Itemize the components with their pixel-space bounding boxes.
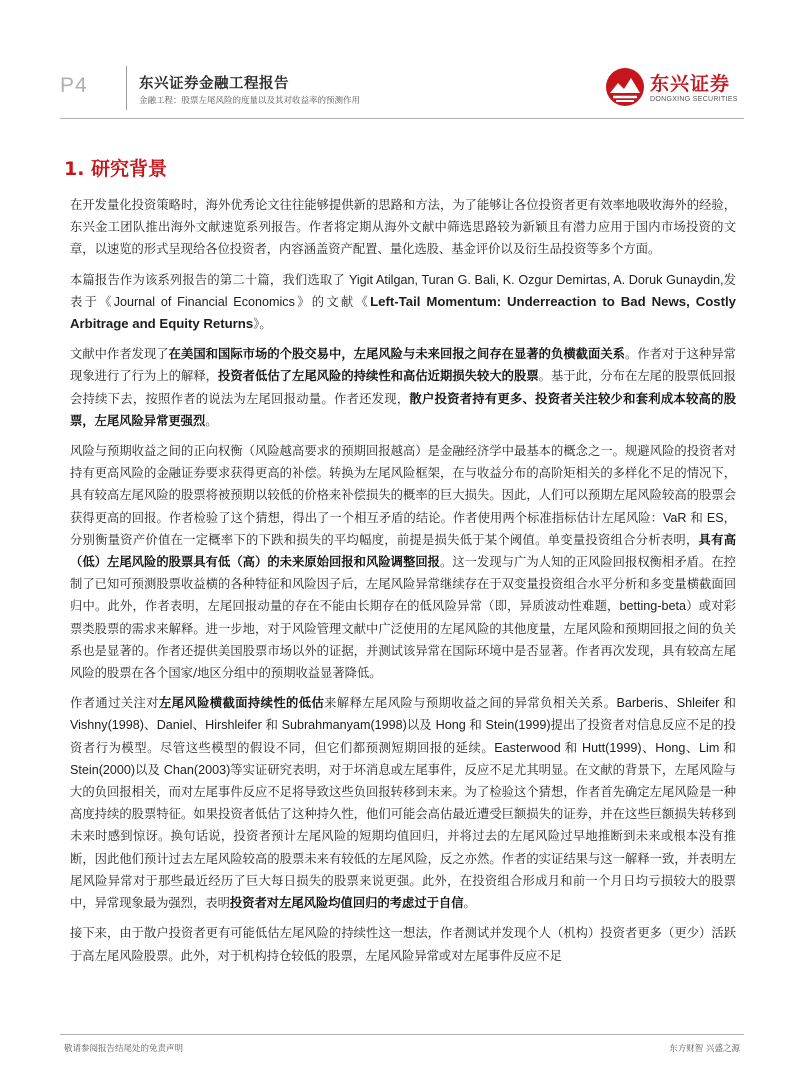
text-fragment: 和: [686, 510, 707, 525]
logo-name-en: DONGXING SECURITIES: [650, 96, 738, 103]
paragraph-findings: [70, 343, 736, 432]
header-rule: [60, 118, 744, 119]
citation: Chan(2003): [163, 762, 231, 777]
logo-name-cn: 东兴证券: [650, 73, 731, 95]
text-fragment: 。这一发现与广为人知的正风险回报权衡相矛盾。在控制了已知可预测股票收益横的各种特征和风险因子后，左尾风险异常继续存在于双变量投资组合水平分析和多变量横截面回归中。此外，作者表明，左尾回报动量的存在不能由长期存在的低风险异常（即，异质波动性难题，: [70, 555, 736, 614]
citation: Hong 和 Stein(1999): [435, 718, 551, 733]
key-finding: 投资者对左尾风险均值回归的考虑过于自信: [229, 895, 464, 911]
footer-rule: [60, 1034, 744, 1035]
logo-emblem-icon: [604, 66, 646, 108]
report-title: 东兴证券金融工程报告: [139, 76, 289, 92]
text-fragment: 发表于《: [70, 272, 736, 309]
footer-disclaimer: 敬请参阅报告结尾处的免责声明: [64, 1044, 184, 1054]
footer-slogan: 东方财智 兴盛之源: [669, 1044, 740, 1054]
text-fragment: 文献中作者发现了: [70, 347, 169, 362]
text-fragment: 。作者对于这种异常现象进行了行为上的解释，: [70, 347, 736, 384]
key-finding: 左尾风险横截面持续性的低估: [158, 695, 325, 711]
text-fragment: 等实证研究表明，对于坏消息或左尾事件，反应不足尤其明显。在文献的背景下，左尾风险与大的负回报相关，而对左尾事件反应不足将导致这些负回报转移到未来。为了检验这个猜想，作者首先确定左尾风险是一种高度持续的股票特征。如果投资者低估了这种持久性，他们可能会高估最近遭受巨额损失的证券，并在这些巨额损失转移到未来时感到惊讶。换句话说，投资者预计左尾风险的短期均值回归，并将过去的左尾风险过早地推断到未来或根本没有推断，因此他们预计过去左尾风险较高的股票未来有较低的左尾风险，反之亦然。作者的实证结果与这一解释一致，并表明左尾风险异常对于那些最近经历了巨大每日损失的股票来说更强。此外，在投资组合形成月和前一个月日均亏损较大的股票中，异常现象最为强烈，表明: [70, 762, 736, 911]
page-header: [0, 0, 802, 125]
paragraph-risk-return: [70, 440, 736, 684]
text-fragment: 》。: [253, 317, 272, 332]
key-finding: 具有高（低）左尾风险的股票具有低（高）的未来原始回报和风险调整回报: [70, 531, 736, 570]
report-subtitle: 金融工程：股票左尾风险的度量以及其对收益率的预测作用: [139, 96, 361, 106]
report-body: [70, 194, 736, 967]
text-fragment: 。: [205, 413, 218, 428]
company-logo: [604, 66, 744, 110]
header-divider: [126, 66, 127, 110]
key-finding: 散户投资者持有更多、投资者关注较少和套利成本较高的股票，左尾风险异常更强烈: [70, 390, 736, 428]
text-fragment: 。: [463, 896, 476, 911]
text-fragment: 本篇报告作为该系列报告的第二十篇，我们选取了: [70, 272, 349, 287]
term-es: ES: [706, 510, 724, 525]
paragraph-investors: 接下来，由于散户投资者更有可能低估左尾风险的持续性这一想法，作者测试并发现个人（机构）投资者更多（更少）活跃于高左尾风险股票。此外，对于机构持仓较低的股票，左尾风险异常或对左尾事件反应不足: [70, 926, 736, 963]
text-fragment: 以及: [406, 718, 436, 733]
text-fragment: ，分别衡量资产价值在一定概率下的下跌和损失的平均幅度，前提是损失低于某个阈值。单变量投资组合分析表明，: [70, 510, 736, 547]
text-fragment: 风险与预期收益之间的正向权衡（风险越高要求的预期回报越高）是金融经济学中最基本的概念之一。规避风险的投资者对持有更高风险的金融证券要求获得更高的补偿。转换为左尾风险框架，在与收益分布的高阶矩相关的多样化不足的情况下，具有较高左尾风险的股票将被预期以较低的价格来补偿损失的概率的巨大损失。因此，人们可以预期左尾风险较高的股票会获得更高的回报。作者检验了这个猜想，得出了一个相互矛盾的结论。作者使用两个标准指标估计左尾风险：: [70, 444, 736, 525]
paper-authors: Yigit Atilgan, Turan G. Bali, K. Ozgur Demirtas, A. Doruk Gunaydin,: [348, 272, 724, 287]
term-betting-beta: betting-beta: [619, 599, 687, 614]
text-fragment: 提出了投资者对信息反应不足的投资者行为模型。尽管这些模型的假设不同，但它们都预测短期回报的延续。: [70, 718, 736, 755]
text-fragment: 作者通过关注对: [70, 696, 159, 711]
key-finding: 在美国和国际市场的个股交易中，左尾风险与未来回报之间存在显著的负横截面关系: [168, 346, 625, 362]
text-fragment: 来解释左尾风险与预期收益之间的异常负相关关系。: [324, 696, 617, 711]
journal-name: Journal of Financial Economics: [113, 294, 295, 309]
section-title: 1. 研究背景: [64, 158, 168, 180]
key-finding: 投资者低估了左尾风险的持续性和高估近期损失较大的股票: [218, 368, 539, 384]
citation: Barberis、Shleifer 和 Vishny(1998)、Daniel、Hirshleifer 和 Subrahmanyam(1998): [70, 696, 736, 733]
paper-title: Left-Tail Momentum: Underreaction to Bad News, Costly Arbitrage and Equity Returns: [70, 293, 736, 332]
paragraph-explanation: [70, 692, 736, 914]
text-fragment: ）或对彩票类股票的需求来解释。进一步地，对于风险管理文献中广泛使用的左尾风险的其他度量，左尾风险和预期回报之间的负关系也是显著的。作者还提供美国股票市场以外的证据，并测试该异常在国际环境中是否显著。作者再次发现，具有较高左尾风险的股票在各个国家/地区分组中的预期收益显著降低。: [70, 599, 736, 681]
citation: Easterwood 和 Hutt(1999)、Hong、Lim 和 Stein(2000): [70, 740, 736, 777]
page-number: P4: [60, 74, 88, 97]
paragraph-paper-source: [70, 269, 736, 336]
text-fragment: 》的文献《: [294, 294, 371, 309]
text-fragment: 。基于此，分布在左尾的股票低回报会持续下去，按照作者的说法为左尾回报动量。作者还发现，: [70, 369, 736, 406]
paragraph-intro: 在开发量化投资策略时，海外优秀论文往往能够提供新的思路和方法，为了能够让各位投资者更有效率地吸收海外的经验，东兴金工团队推出海外文献速览系列报告。作者将定期从海外文献中筛选思路较为新颖且有潜力应用于国内市场投资的文章，以速览的形式呈现给各位投资者，内容涵盖资产配置、量化选股、基金评价以及衍生品投资等多个方面。: [70, 198, 736, 257]
text-fragment: 以及: [135, 762, 164, 777]
term-var: VaR: [662, 510, 687, 525]
